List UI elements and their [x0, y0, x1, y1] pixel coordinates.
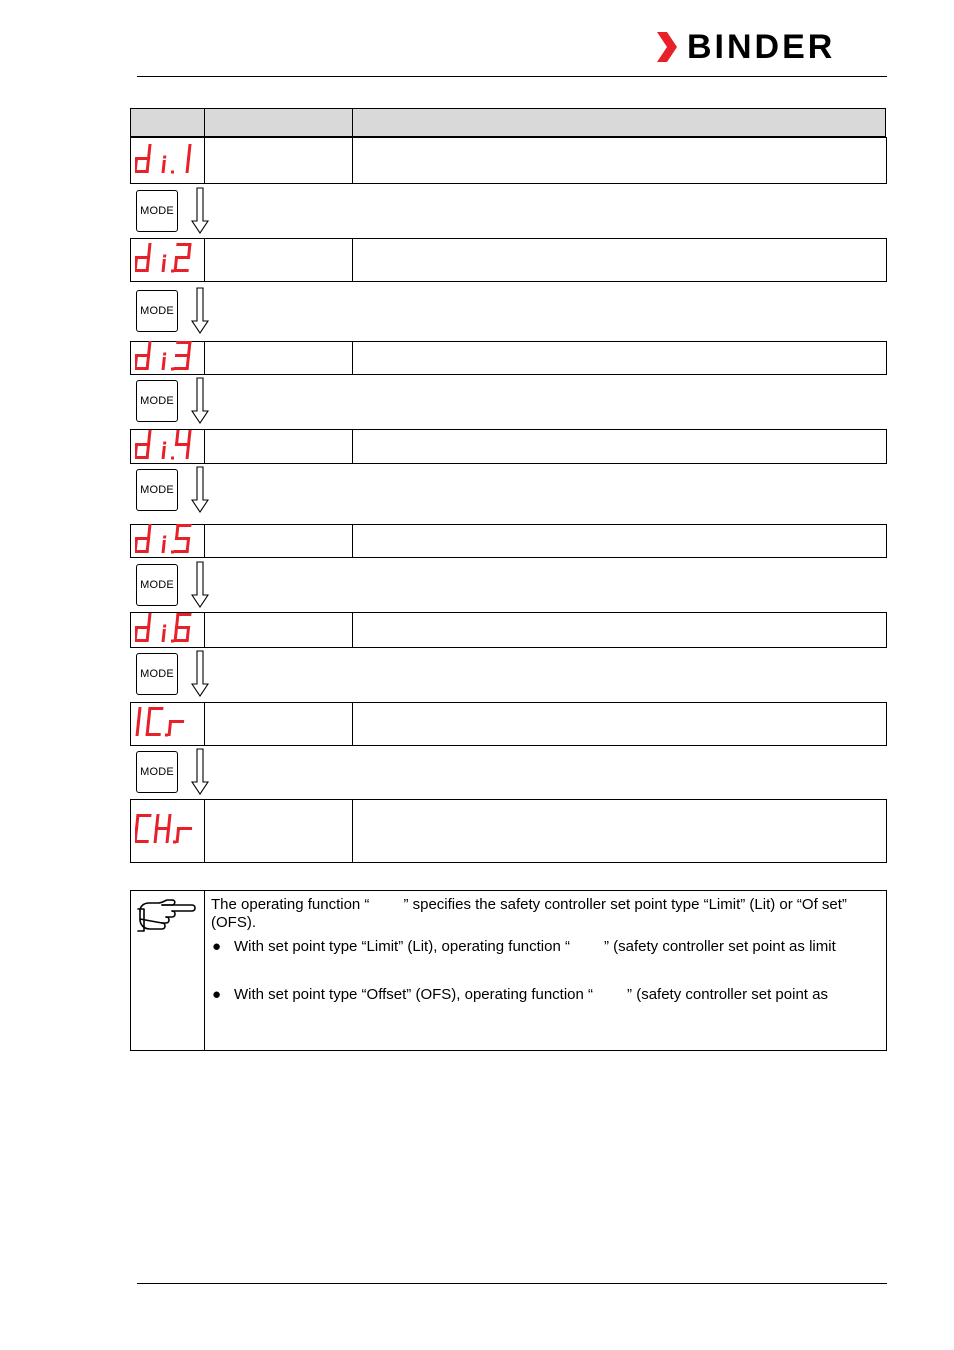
- mode-step-3: [136, 380, 216, 426]
- note-intro: The operating function “ ” specifies the safety controller set point type “Limit” (Lit) or “Of set” (OFS).: [211, 896, 847, 931]
- mode-step-5: [136, 564, 216, 610]
- led-decimal-point: [171, 456, 174, 459]
- led-decimal-point: [171, 551, 174, 554]
- note-bullet-offset: ● With set point type “Offset” (OFS), operating function “ ” (safety controller set point as: [212, 986, 828, 1003]
- mode-step-7: [136, 751, 216, 797]
- table-row-chr: [130, 799, 887, 863]
- mode-button[interactable]: MODE: [136, 190, 178, 232]
- down-arrow-icon: [191, 187, 209, 235]
- led-digit: [177, 829, 190, 842]
- table-header: [130, 108, 886, 137]
- led-digit: [162, 536, 167, 552]
- led-display-icon: [135, 611, 205, 645]
- led-digit: [175, 431, 190, 457]
- led-digit: [147, 709, 162, 735]
- led-decimal-point: [171, 640, 174, 643]
- display-di4: [135, 427, 205, 466]
- led-digit: [175, 526, 190, 552]
- led-digit: [135, 526, 150, 552]
- footer-rule: [137, 1283, 887, 1284]
- led-digit: [162, 255, 167, 271]
- mode-button[interactable]: MODE: [136, 469, 178, 511]
- mode-step-2: [136, 290, 216, 336]
- note-box: [130, 890, 887, 1051]
- display-di6: [135, 611, 205, 650]
- led-display-icon: [135, 427, 205, 461]
- led-digit: [175, 615, 190, 641]
- led-decimal-point: [173, 841, 176, 844]
- table-row-di6: [130, 612, 887, 648]
- led-display-icon: [135, 522, 205, 556]
- down-arrow-icon: [191, 650, 209, 698]
- led-display-icon: [135, 705, 205, 739]
- down-arrow-icon: [191, 748, 209, 796]
- display-di2: [135, 241, 205, 280]
- display-di1: [135, 141, 205, 180]
- mode-button[interactable]: MODE: [136, 380, 178, 422]
- led-digit: [137, 709, 140, 735]
- down-arrow-icon: [191, 377, 209, 425]
- note-bullet-limit: ● With set point type “Limit” (Lit), operating function “ ” (safety controller set point as limit: [212, 938, 836, 955]
- display-di3: [135, 339, 205, 378]
- led-decimal-point: [171, 270, 174, 273]
- pointing-hand-icon: [136, 897, 198, 937]
- led-digit: [175, 245, 190, 271]
- led-display-icon: [135, 339, 205, 373]
- led-digit: [155, 816, 170, 842]
- led-digit: [135, 431, 150, 457]
- led-display-icon: [135, 141, 205, 175]
- brand-name: BINDER: [687, 28, 836, 66]
- led-digit: [162, 353, 167, 369]
- led-digit: [135, 816, 150, 842]
- down-arrow-icon: [191, 466, 209, 514]
- display-icr: [135, 705, 205, 744]
- table-row-di1: [130, 137, 887, 184]
- mode-button[interactable]: MODE: [136, 751, 178, 793]
- led-digit: [162, 625, 167, 641]
- led-digit: [135, 145, 150, 171]
- mode-step-4: [136, 469, 216, 515]
- table-row-di2: [130, 238, 887, 282]
- led-digit: [187, 145, 190, 171]
- display-di5: [135, 522, 205, 561]
- mode-button[interactable]: MODE: [136, 290, 178, 332]
- mode-step-6: [136, 653, 216, 699]
- binder-logo-icon: [655, 30, 685, 64]
- led-decimal-point: [165, 734, 168, 737]
- led-digit: [162, 441, 167, 457]
- table-row-icr: [130, 702, 887, 746]
- mode-step-1: [136, 190, 216, 236]
- led-digit: [135, 343, 150, 369]
- led-digit: [169, 722, 182, 735]
- led-decimal-point: [171, 170, 174, 173]
- led-digit: [175, 343, 190, 369]
- table-row-di5: [130, 524, 887, 558]
- led-decimal-point: [171, 368, 174, 371]
- led-display-icon: [135, 812, 205, 846]
- display-chr: [135, 812, 205, 851]
- mode-button[interactable]: MODE: [136, 653, 178, 695]
- mode-button[interactable]: MODE: [136, 564, 178, 606]
- led-display-icon: [135, 241, 205, 275]
- down-arrow-icon: [191, 561, 209, 609]
- header-rule: [137, 76, 887, 77]
- table-row-di4: [130, 429, 887, 464]
- table-row-di3: [130, 341, 887, 375]
- led-digit: [135, 615, 150, 641]
- led-digit: [162, 155, 167, 171]
- binder-logo: [655, 30, 887, 64]
- down-arrow-icon: [191, 287, 209, 335]
- led-digit: [135, 245, 150, 271]
